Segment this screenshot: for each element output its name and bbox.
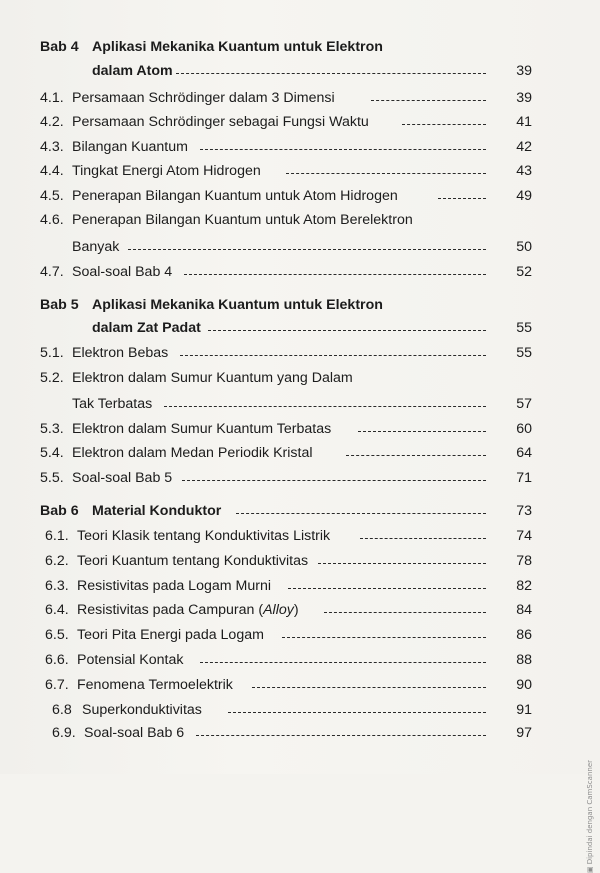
entry-title: Soal-soal Bab 4 [72, 264, 173, 280]
entry-number: 5.1. [40, 345, 64, 361]
entry-number: 5.4. [40, 445, 64, 461]
entry-title: Soal-soal Bab 6 [84, 725, 185, 741]
entry-title: Fenomena Termoelektrik [77, 677, 233, 693]
entry-title: Elektron dalam Sumur Kuantum yang Dalam [72, 370, 353, 386]
page-number: 97 [516, 725, 532, 741]
chapter-title-cont: dalam Zat Padat [92, 320, 201, 336]
entry-number: 4.7. [40, 264, 64, 280]
entry-title-part: ) [293, 602, 299, 618]
entry-title-italic: Alloy [263, 602, 294, 618]
leader-dots [438, 197, 486, 199]
entry-number: 6.1. [45, 528, 69, 544]
leader-dots [252, 686, 486, 688]
entry-number: 6.3. [45, 578, 69, 594]
chapter-title: Aplikasi Mekanika Kuantum untuk Elektron [92, 297, 383, 313]
entry-title: Penerapan Bilangan Kuantum untuk Atom Berelektron [72, 212, 413, 228]
leader-dots [402, 123, 486, 125]
chapter-label: Bab 6 [40, 503, 79, 519]
entry-number: 6.4. [45, 602, 69, 618]
entry-title: Bilangan Kuantum [72, 139, 188, 155]
chapter-title: Aplikasi Mekanika Kuantum untuk Elektron [92, 39, 383, 55]
chapter-label: Bab 4 [40, 39, 79, 55]
entry-title [77, 601, 299, 619]
leader-dots [346, 454, 486, 456]
entry-title: Tingkat Energi Atom Hidrogen [72, 163, 261, 179]
page-number: 43 [516, 163, 532, 179]
entry-title-part: Resistivitas pada Campuran ( [77, 602, 264, 618]
chapter-label: Bab 5 [40, 297, 79, 313]
entry-title: Penerapan Bilangan Kuantum untuk Atom Hidrogen [72, 188, 398, 204]
entry-title: Persamaan Schrödinger dalam 3 Dimensi [72, 90, 335, 106]
page-number: 50 [516, 239, 532, 255]
leader-dots [180, 354, 486, 356]
leader-dots [318, 562, 486, 564]
camscanner-icon: ▣ [586, 864, 594, 873]
page-number: 73 [516, 503, 532, 519]
page-number: 52 [516, 264, 532, 280]
chapter-title-cont: dalam Atom [92, 63, 173, 79]
leader-dots [282, 636, 486, 638]
entry-number: 4.2. [40, 114, 64, 130]
page-number: 82 [516, 578, 532, 594]
page-number: 71 [516, 470, 532, 486]
page-number: 55 [516, 320, 532, 336]
page-number: 74 [516, 528, 532, 544]
leader-dots [128, 248, 486, 250]
entry-number: 6.2. [45, 553, 69, 569]
entry-title: Elektron dalam Medan Periodik Kristal [72, 445, 313, 461]
page-number: 49 [516, 188, 532, 204]
leader-dots [286, 172, 486, 174]
leader-dots [358, 430, 486, 432]
leader-dots [371, 99, 486, 101]
leader-dots [324, 611, 486, 613]
leader-dots [200, 661, 486, 663]
scanner-watermark [586, 760, 594, 873]
entry-number: 4.3. [40, 139, 64, 155]
entry-title: Teori Klasik tentang Konduktivitas Listrik [77, 528, 331, 544]
chapter-title: Material Konduktor [92, 503, 222, 519]
entry-number: 4.4. [40, 163, 64, 179]
page-number: 39 [516, 63, 532, 79]
leader-dots [176, 72, 486, 74]
page-number: 57 [516, 396, 532, 412]
page-number: 41 [516, 114, 532, 130]
entry-number: 4.5. [40, 188, 64, 204]
entry-title-cont: Banyak [72, 239, 120, 255]
entry-number: 6.8 [52, 702, 72, 718]
leader-dots [288, 587, 486, 589]
entry-title-cont: Tak Terbatas [72, 396, 153, 412]
entry-number: 6.7. [45, 677, 69, 693]
page-number: 42 [516, 139, 532, 155]
page-number: 60 [516, 421, 532, 437]
entry-number: 5.3. [40, 421, 64, 437]
page-number: 86 [516, 627, 532, 643]
page-number: 90 [516, 677, 532, 693]
leader-dots [228, 711, 486, 713]
entry-number: 4.6. [40, 212, 64, 228]
leader-dots [360, 537, 486, 539]
entry-title: Teori Kuantum tentang Konduktivitas [77, 553, 309, 569]
leader-dots [208, 329, 486, 331]
entry-title: Resistivitas pada Logam Murni [77, 578, 271, 594]
page-number: 91 [516, 702, 532, 718]
page-number: 64 [516, 445, 532, 461]
entry-number: 5.5. [40, 470, 64, 486]
page-number: 55 [516, 345, 532, 361]
entry-number: 6.6. [45, 652, 69, 668]
page-number: 78 [516, 553, 532, 569]
entry-title: Elektron dalam Sumur Kuantum Terbatas [72, 421, 332, 437]
leader-dots [196, 734, 486, 736]
entry-number: 6.5. [45, 627, 69, 643]
leader-dots [182, 479, 486, 481]
entry-number: 5.2. [40, 370, 64, 386]
entry-title: Superkonduktivitas [82, 702, 202, 718]
page-number: 88 [516, 652, 532, 668]
entry-number: 6.9. [52, 725, 76, 741]
leader-dots [164, 405, 486, 407]
entry-title: Soal-soal Bab 5 [72, 470, 173, 486]
entry-title: Elektron Bebas [72, 345, 169, 361]
entry-title: Persamaan Schrödinger sebagai Fungsi Waktu [72, 114, 369, 130]
leader-dots [236, 512, 486, 514]
page-number: 84 [516, 602, 532, 618]
entry-title: Potensial Kontak [77, 652, 184, 668]
entry-number: 4.1. [40, 90, 64, 106]
leader-dots [184, 273, 486, 275]
leader-dots [200, 148, 486, 150]
page-number: 39 [516, 90, 532, 106]
watermark-text: Dipindai dengan CamScanner [586, 760, 594, 865]
entry-title: Teori Pita Energi pada Logam [77, 627, 264, 643]
